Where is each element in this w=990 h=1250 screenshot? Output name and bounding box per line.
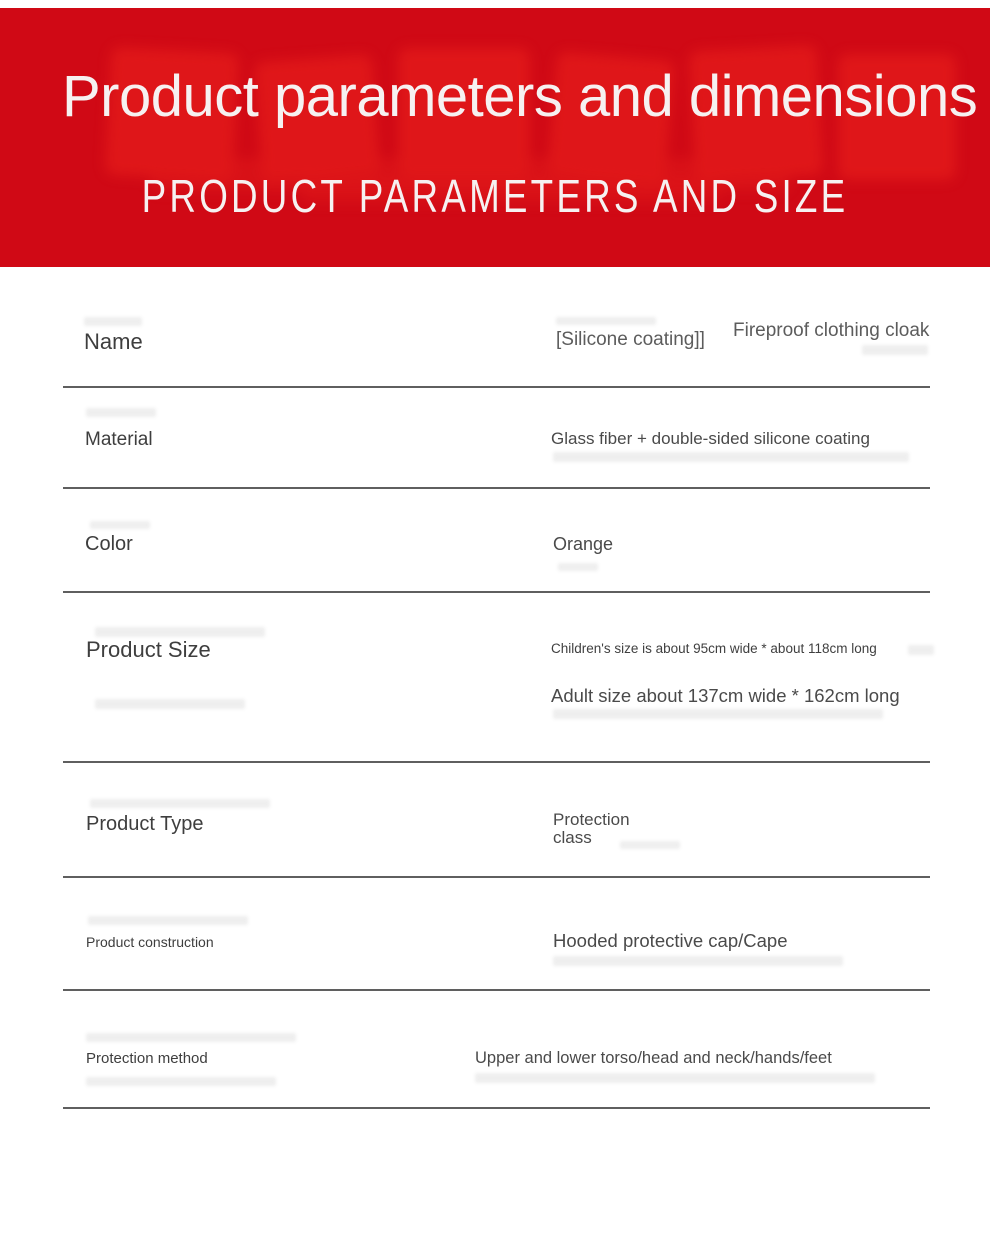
row-label: Name (84, 329, 143, 354)
spec-row-protection-method (0, 991, 990, 1109)
spec-row-name (0, 267, 990, 388)
spec-row-product-type (0, 763, 990, 878)
spec-row-material (0, 388, 990, 489)
spec-row-product-size (0, 593, 990, 763)
ghost-artifact (558, 563, 598, 571)
ghost-artifact (90, 799, 270, 808)
row-divider (63, 1107, 930, 1109)
ghost-artifact (86, 408, 156, 417)
ghost-artifact (86, 1033, 296, 1042)
spec-row-color (0, 489, 990, 593)
ghost-artifact (475, 1073, 875, 1083)
ghost-artifact (86, 1077, 276, 1086)
row-label: Color (85, 533, 133, 555)
banner-subtitle: PRODUCT PARAMETERS AND SIZE (141, 170, 849, 222)
row-label: Product construction (86, 934, 214, 950)
row-value: Hooded protective cap/Cape (553, 930, 788, 951)
ghost-artifact (95, 699, 245, 709)
row-value: Adult size about 137cm wide * 162cm long (551, 685, 900, 706)
ghost-artifact (90, 521, 150, 529)
ghost-artifact (553, 709, 883, 719)
row-value-secondary: Children's size is about 95cm wide * about 118cm long (551, 641, 877, 656)
row-value: Orange (553, 534, 614, 554)
row-label: Material (85, 429, 153, 450)
banner-title: Product parameters and dimensions (62, 64, 978, 129)
ghost-artifact (553, 956, 843, 966)
ghost-artifact (908, 645, 934, 655)
ghost-artifact (84, 317, 142, 326)
spec-row-product-construction (0, 878, 990, 991)
banner-watermark (0, 8, 990, 267)
ghost-artifact (553, 452, 909, 462)
row-value: Glass fiber + double-sided silicone coating (551, 429, 870, 448)
row-value: Protection class (553, 810, 630, 847)
row-value: Upper and lower torso/head and neck/hands/feet (475, 1049, 832, 1067)
ghost-artifact (88, 916, 248, 925)
ghost-artifact (556, 317, 656, 325)
ghost-artifact (620, 841, 680, 849)
row-label: Product Size (86, 637, 211, 662)
ghost-artifact (95, 627, 265, 637)
row-label: Product Type (86, 813, 204, 835)
row-label: Protection method (86, 1050, 208, 1067)
banner (0, 8, 990, 267)
ghost-artifact (862, 345, 928, 355)
row-value: Fireproof clothing cloak (733, 320, 930, 341)
row-value-prefix: [Silicone coating]] (556, 329, 705, 350)
